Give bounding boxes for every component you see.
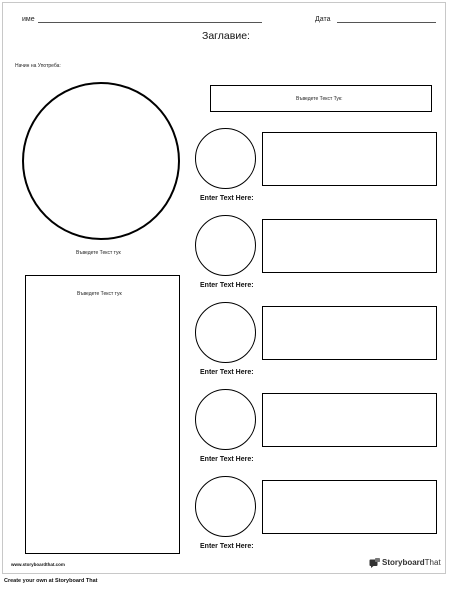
top-text-box-label: Въведете Текст Тук: [296, 96, 343, 102]
row-label: Enter Text Here: [200, 369, 254, 376]
create-your-own-link[interactable]: Create your own at Storyboard That [4, 578, 98, 584]
tall-text-box-label: Въведете Текст тук [77, 291, 122, 297]
name-label: име [22, 16, 35, 23]
page-title: Заглавие: [202, 30, 250, 42]
large-circle-caption: Въведете Текст тук [76, 250, 121, 256]
footer-url[interactable]: www.storyboardthat.com [11, 562, 65, 567]
date-label: Дата [315, 16, 331, 23]
row-text-box[interactable] [262, 393, 437, 447]
usage-label: Начин на Употреба: [15, 63, 61, 69]
row-label: Enter Text Here: [200, 282, 254, 289]
large-circle-frame[interactable] [22, 82, 180, 240]
row-circle[interactable] [195, 389, 256, 450]
top-text-box[interactable] [210, 85, 432, 112]
brand-name: StoryboardThat [382, 558, 441, 567]
storyboard-logo-icon [369, 558, 380, 568]
row-text-box[interactable] [262, 306, 437, 360]
row-text-box[interactable] [262, 132, 437, 186]
row-text-box[interactable] [262, 480, 437, 534]
row-label: Enter Text Here: [200, 456, 254, 463]
date-field-line[interactable] [337, 22, 436, 23]
row-circle[interactable] [195, 476, 256, 537]
name-field-line[interactable] [38, 22, 262, 23]
row-circle[interactable] [195, 128, 256, 189]
row-text-box[interactable] [262, 219, 437, 273]
row-label: Enter Text Here: [200, 543, 254, 550]
row-circle[interactable] [195, 215, 256, 276]
row-label: Enter Text Here: [200, 195, 254, 202]
tall-text-box[interactable] [25, 275, 180, 554]
row-circle[interactable] [195, 302, 256, 363]
